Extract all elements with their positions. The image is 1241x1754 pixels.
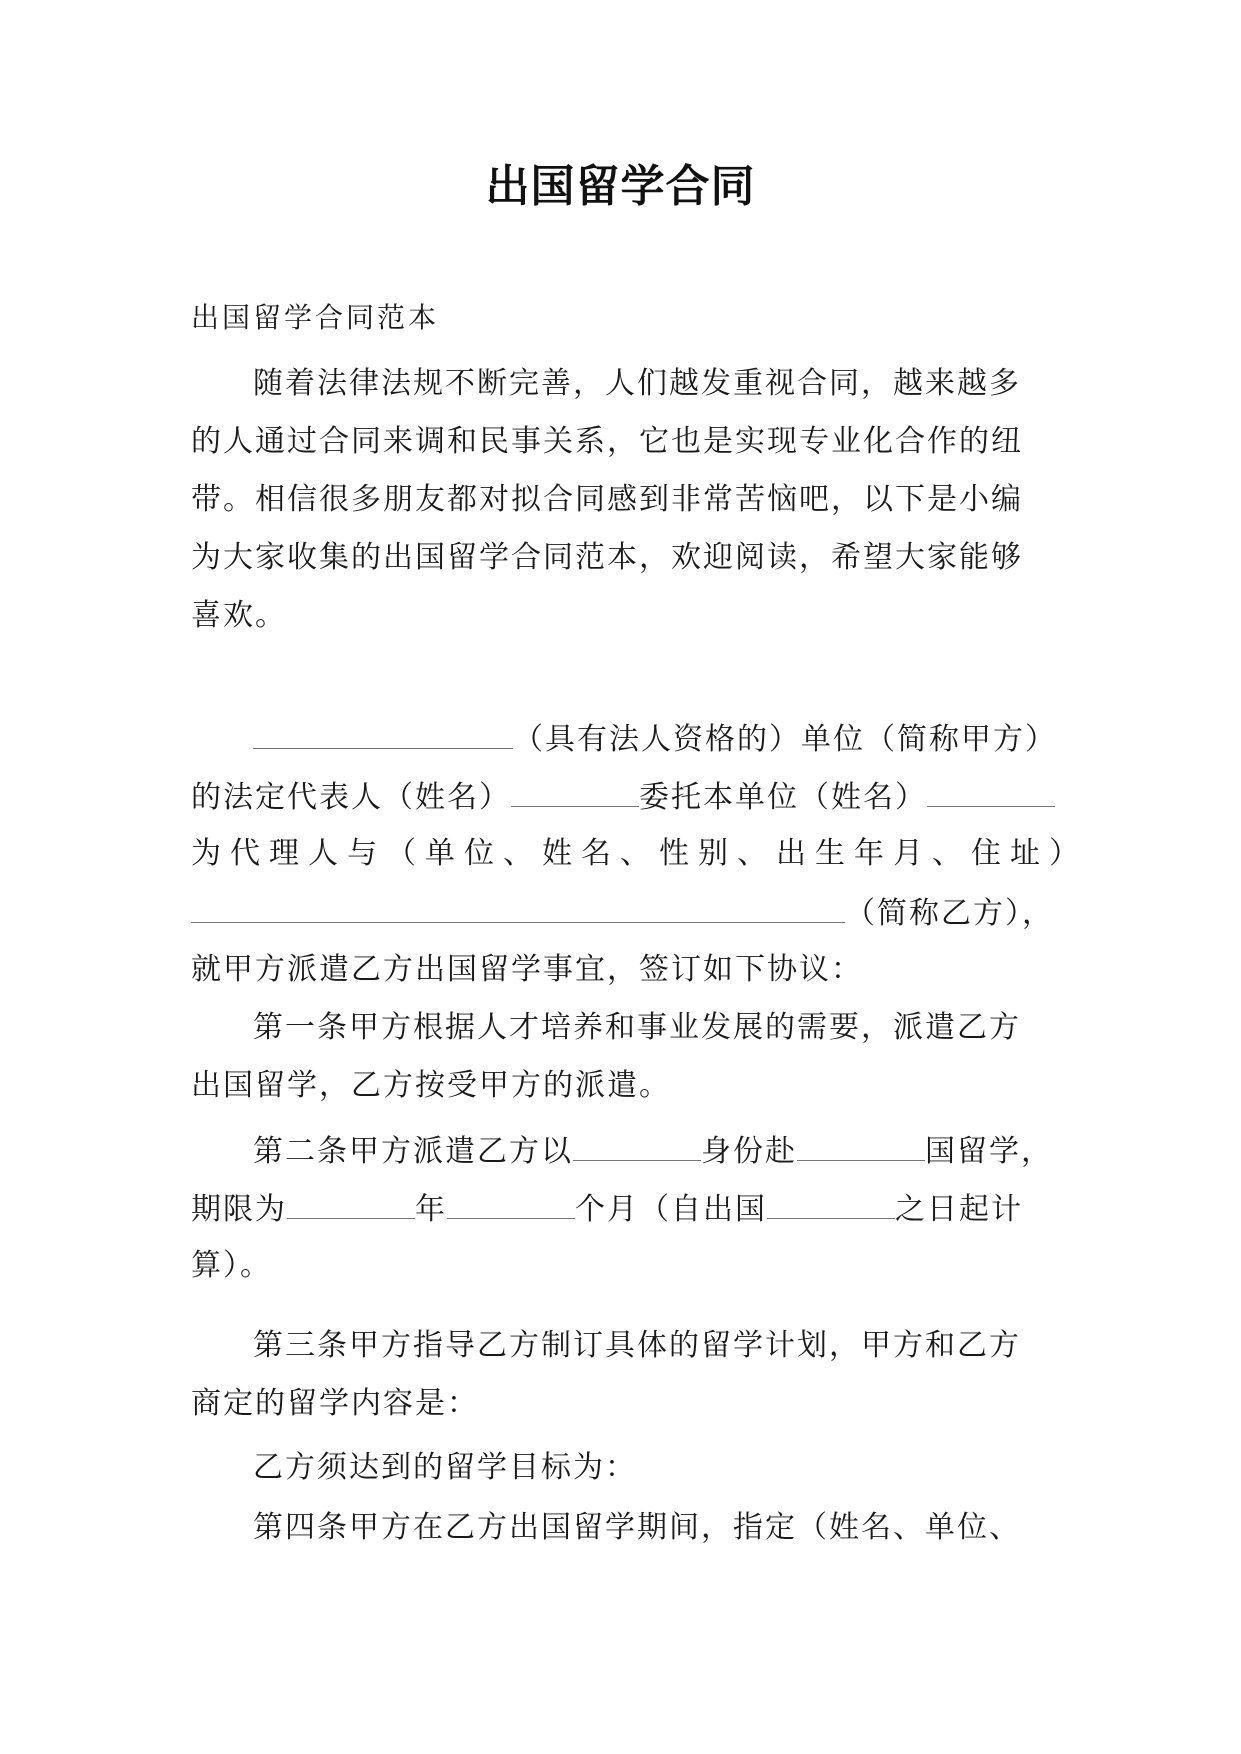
- blank-party-b-details: [191, 892, 845, 923]
- parties-line-5: 就甲方派遣乙方出国留学事宜，签订如下协议：: [191, 952, 863, 987]
- parties-line-2-b: 委托本单位（姓名）: [639, 780, 927, 815]
- parties-line-2-a: 的法定代表人（姓名）: [191, 780, 511, 815]
- parties-line-2: [191, 776, 1055, 818]
- article-2-l1-c: 国留学，: [925, 1134, 1053, 1169]
- document-title: 出国留学合同: [485, 161, 756, 212]
- document-subtitle: 出国留学合同范本: [191, 301, 440, 334]
- intro-line-4: 为大家收集的出国留学合同范本，欢迎阅读，希望大家能够: [191, 540, 1023, 575]
- article-1-line-1: 第一条甲方根据人才培养和事业发展的需要，派遣乙方: [253, 1010, 1021, 1045]
- parties-line-4: [191, 892, 1054, 934]
- article-2-l2-b: 年: [415, 1192, 447, 1227]
- parties-line-1: [253, 718, 1057, 760]
- article-2-l2-c: 个月（自出国: [575, 1192, 767, 1227]
- intro-line-5: 喜欢。: [191, 598, 287, 633]
- blank-identity: [573, 1130, 701, 1161]
- intro-line-1: 随着法律法规不断完善，人们越发重视合同，越来越多: [253, 366, 1021, 401]
- blank-departure-date: [767, 1188, 895, 1219]
- article-1-line-2: 出国留学，乙方按受甲方的派遣。: [191, 1068, 671, 1103]
- blank-months: [447, 1188, 575, 1219]
- article-2-l2-d: 之日起计: [895, 1192, 1023, 1227]
- article-3-line-1: 第三条甲方指导乙方制订具体的留学计划，甲方和乙方: [253, 1328, 1021, 1363]
- article-2-l1-a: 第二条甲方派遣乙方以: [253, 1134, 573, 1169]
- parties-line-3: 为代理人与（单位、姓名、性别、出生年月、住址）: [191, 836, 1088, 871]
- blank-agent-name: [927, 776, 1055, 807]
- article-2-l2-a: 期限为: [191, 1192, 287, 1227]
- article-2-line-3: 算）。: [191, 1248, 272, 1283]
- study-goal-line: 乙方须达到的留学目标为：: [253, 1450, 637, 1485]
- blank-unit-name: [253, 718, 513, 749]
- article-2-line-1: [253, 1130, 1053, 1172]
- blank-country: [797, 1130, 925, 1161]
- blank-legal-rep-name: [511, 776, 639, 807]
- intro-line-2: 的人通过合同来调和民事关系，它也是实现专业化合作的纽: [191, 424, 1023, 459]
- parties-line-4-text: （简称乙方），: [845, 896, 1054, 931]
- article-4-line-1: 第四条甲方在乙方出国留学期间，指定（姓名、单位、: [253, 1510, 1021, 1545]
- article-3-line-2: 商定的留学内容是：: [191, 1386, 479, 1421]
- parties-line-1-text: （具有法人资格的）单位（简称甲方）: [513, 722, 1057, 757]
- article-2-line-2: [191, 1188, 1023, 1230]
- intro-line-3: 带。相信很多朋友都对拟合同感到非常苦恼吧，以下是小编: [191, 482, 1023, 517]
- article-2-l1-b: 身份赴: [701, 1134, 797, 1169]
- blank-years: [287, 1188, 415, 1219]
